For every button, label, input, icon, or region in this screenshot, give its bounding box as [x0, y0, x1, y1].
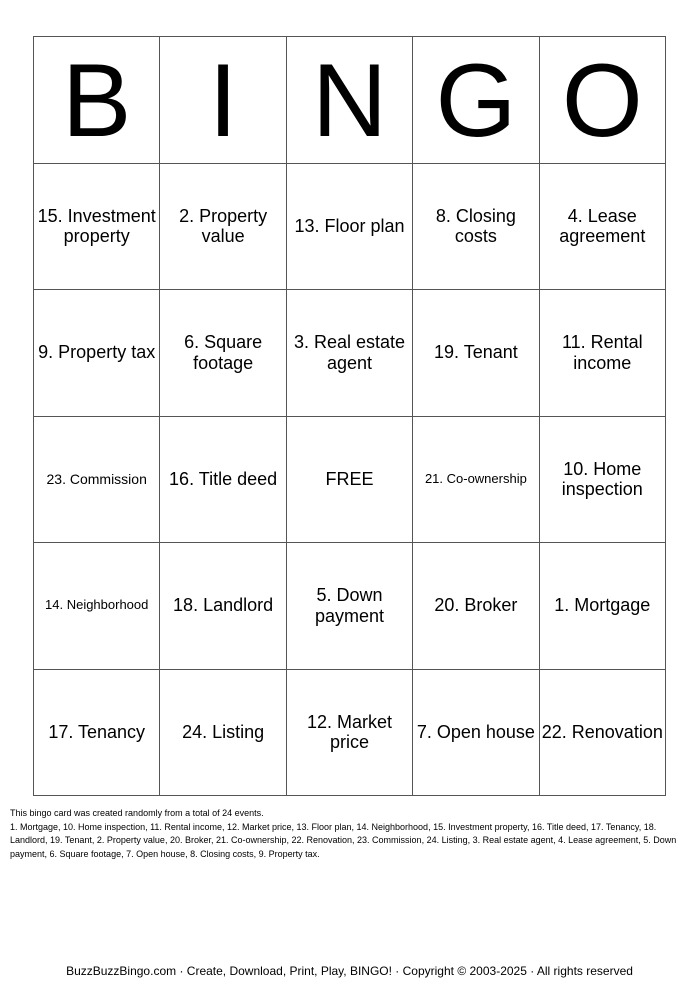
bingo-cell[interactable]: 21. Co-ownership — [413, 417, 539, 544]
bingo-cell[interactable]: 15. Investment property — [34, 164, 160, 291]
bingo-cell[interactable]: 18. Landlord — [160, 543, 286, 670]
bingo-cell[interactable]: 2. Property value — [160, 164, 286, 291]
bingo-cell[interactable]: 8. Closing costs — [413, 164, 539, 291]
bingo-cell[interactable]: 5. Down payment — [287, 543, 413, 670]
bingo-cell[interactable]: 24. Listing — [160, 670, 286, 797]
bingo-cell[interactable]: 12. Market price — [287, 670, 413, 797]
bingo-cell[interactable]: 11. Rental income — [540, 290, 666, 417]
bingo-cell[interactable]: 9. Property tax — [34, 290, 160, 417]
bingo-cell[interactable]: 19. Tenant — [413, 290, 539, 417]
header-letter-g: G — [413, 37, 539, 164]
bingo-cell[interactable]: 16. Title deed — [160, 417, 286, 544]
bingo-cell[interactable]: 17. Tenancy — [34, 670, 160, 797]
card-notes — [10, 807, 695, 861]
site-footer: BuzzBuzzBingo.com · Create, Download, Print, Play, BINGO! · Copyright © 2003-2025 · All rights reserved — [66, 964, 633, 978]
bingo-cell[interactable]: 13. Floor plan — [287, 164, 413, 291]
bingo-cell[interactable]: 10. Home inspection — [540, 417, 666, 544]
free-space-cell[interactable]: FREE — [287, 417, 413, 544]
notes-event-list: 1. Mortgage, 10. Home inspection, 11. Rental income, 12. Market price, 13. Floor plan, 14. Neighborhood, 15. Investment property, 16. Title deed, 17. Tenancy, 18. Landlord, 19. Tenant, 2. Property value, 20. Broker, 21. Co-ownership, 22. Renovation, 23. Commission, 24. Listing, 3. Real estate agent, 4. Lease agreement, 5. Down payment, 6. Square footage, 7. Open house, 8. Closing costs, 9. Property tax. — [10, 821, 677, 859]
bingo-card — [33, 36, 666, 796]
bingo-cell[interactable]: 6. Square footage — [160, 290, 286, 417]
header-letter-i: I — [160, 37, 286, 164]
header-letter-n: N — [287, 37, 413, 164]
bingo-cell[interactable]: 1. Mortgage — [540, 543, 666, 670]
notes-intro: This bingo card was created randomly from a total of 24 events. — [10, 808, 264, 818]
bingo-cell[interactable]: 23. Commission — [34, 417, 160, 544]
header-letter-o: O — [540, 37, 666, 164]
bingo-cell[interactable]: 7. Open house — [413, 670, 539, 797]
bingo-cell[interactable]: 20. Broker — [413, 543, 539, 670]
header-letter-b: B — [34, 37, 160, 164]
bingo-cell[interactable]: 4. Lease agreement — [540, 164, 666, 291]
bingo-cell[interactable]: 22. Renovation — [540, 670, 666, 797]
bingo-cell[interactable]: 14. Neighborhood — [34, 543, 160, 670]
bingo-cell[interactable]: 3. Real estate agent — [287, 290, 413, 417]
